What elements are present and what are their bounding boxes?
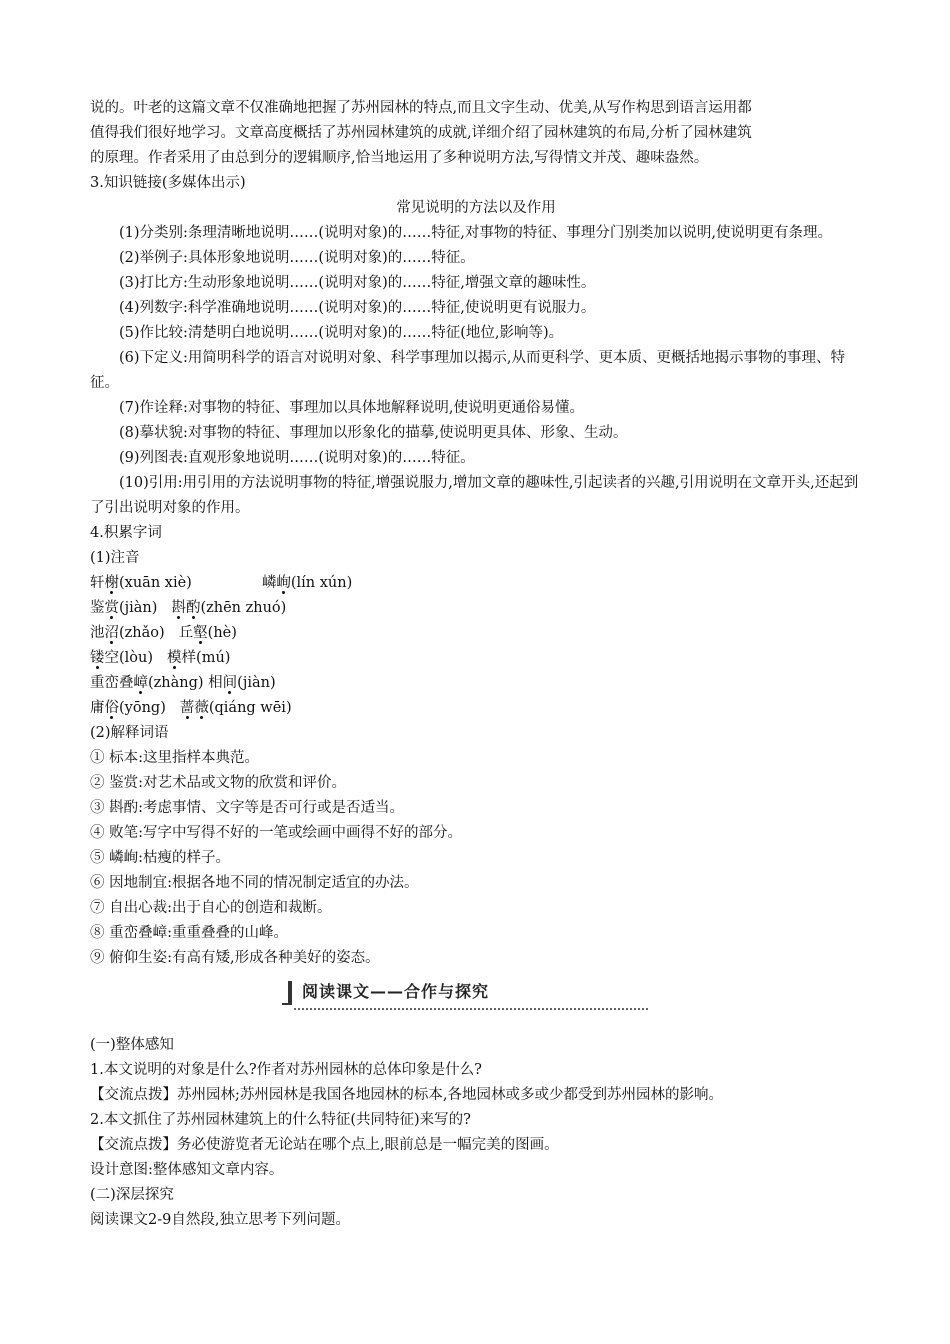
pinyin-row (90, 571, 862, 596)
meaning-item: ④ 败笔:写字中写得不好的一笔或绘画中画得不好的部分。 (90, 825, 462, 841)
pinyin-reading: (qiáng wēi) (208, 700, 292, 716)
question-line: 2.本文抓住了苏州园林建筑上的什么特征(共同特征)来写的? (90, 1112, 471, 1128)
dotted-char: 斟 (171, 600, 186, 616)
section-heading: 4.积累字词 (90, 525, 162, 541)
pinyin-entry (180, 696, 292, 721)
banner-dotted-rule (294, 1008, 648, 1010)
part-heading: (一)整体感知 (90, 1037, 174, 1053)
method-item: (10)引用:用引用的方法说明事物的特征,增强说服力,增加文章的趣味性,引起读者的兴趣,引用说明在文章开头,还起到了引出说明对象的作用。 (90, 475, 859, 516)
plain-char: 嶙 (261, 575, 277, 591)
design-intent-line: 设计意图:整体感知文章内容。 (90, 1162, 284, 1178)
method-item: (9)列图表:直观形象地说明……(说明对象)的……特征。 (119, 450, 475, 466)
pinyin-entry (171, 596, 286, 621)
dotted-char: 模 (167, 650, 182, 666)
plain-char: 丘 (178, 625, 194, 641)
dotted-char: 镂 (90, 650, 105, 666)
banner-title: 阅读课文——合作与探究 (302, 982, 490, 1001)
answer-line: 【交流点拨】苏州园林;苏州园林是我国各地园林的标本,各地园林或多或少都受到苏州园林的影响。 (90, 1087, 723, 1103)
intro-line: 的原理。作者采用了由总到分的逻辑顺序,恰当地运用了多种说明方法,写得情文并茂、趣味盎然。 (90, 150, 709, 166)
pinyin-entry (90, 596, 157, 621)
dotted-char: 壑 (193, 625, 208, 641)
subsection-heading: (1)注音 (90, 550, 140, 566)
pinyin-reading: (zhàng) (148, 675, 204, 691)
meaning-item: ⑧ 重峦叠嶂:重重叠叠的山峰。 (90, 925, 288, 941)
banner-tick (282, 1003, 288, 1005)
method-item: (7)作诠释:对事物的特征、事理加以具体地解释说明,使说明更通俗易懂。 (119, 400, 585, 416)
pinyin-reading: (hè) (207, 625, 237, 641)
plain-char: 相 (208, 675, 223, 691)
banner-bar (288, 981, 292, 1005)
meaning-item: ① 标本:这里指样本典范。 (90, 750, 259, 766)
method-item: (1)分类别:条理清晰地说明……(说明对象)的……特征,对事物的特征、事理分门别类加以说明,使说明更有条理。 (119, 225, 832, 241)
method-item: (2)举例子:具体形象地说明……(说明对象)的……特征。 (119, 250, 475, 266)
pinyin-entry (179, 621, 237, 646)
question-line: 1.本文说明的对象是什么?作者对苏州园林的总体印象是什么? (90, 1062, 482, 1078)
pinyin-row (90, 671, 862, 696)
method-item: (5)作比较:清楚明白地说明……(说明对象)的……特征(地位,影响等)。 (119, 325, 564, 341)
pinyin-row (90, 646, 862, 671)
dotted-char: 嶂 (133, 675, 148, 691)
pinyin-reading: (jiàn) (119, 600, 158, 616)
pinyin-entry (90, 671, 204, 696)
plain-char: 轩 (90, 575, 105, 591)
pinyin-entry (90, 696, 166, 721)
pinyin-reading: (xuān xiè) (119, 575, 192, 591)
dotted-char: 酌 (185, 600, 201, 616)
dotted-char: 间 (222, 675, 238, 691)
instruction-line: 阅读课文2-9自然段,独立思考下列问题。 (90, 1212, 350, 1228)
pinyin-entry (167, 646, 230, 671)
answer-line: 【交流点拨】务必使游览者无论站在哪个点上,眼前总是一幅完美的图画。 (90, 1137, 559, 1153)
part-heading: (二)深层探究 (90, 1187, 174, 1203)
pinyin-reading: (jiàn) (237, 675, 276, 691)
pinyin-reading: 空(lòu) (104, 650, 154, 666)
pinyin-entry (90, 621, 165, 646)
section-heading: 3.知识链接(多媒体出示) (90, 175, 246, 191)
meaning-item: ⑥ 因地制宜:根据各地不同的情况制定适宜的办法。 (90, 875, 419, 891)
pinyin-entry (262, 571, 352, 596)
document-page (90, 96, 862, 1233)
pinyin-row (90, 596, 862, 621)
dotted-char: 峋 (276, 575, 291, 591)
method-item: (8)摹状貌:对事物的特征、事理加以形象化的描摹,使说明更具体、形象、生动。 (119, 425, 628, 441)
dotted-char: 榭 (104, 575, 119, 591)
pinyin-row (90, 696, 862, 721)
plain-char: 鉴 (90, 600, 105, 616)
pinyin-reading: (yōng) (119, 700, 166, 716)
dotted-char: 俗 (104, 700, 119, 716)
plain-char: 庸 (90, 700, 105, 716)
method-item: (3)打比方:生动形象地说明……(说明对象)的……特征,增强文章的趣味性。 (119, 275, 596, 291)
meaning-item: ⑦ 自出心裁:出于自心的创造和裁断。 (90, 900, 332, 916)
meaning-item: ⑨ 俯仰生姿:有高有矮,形成各种美好的姿态。 (90, 950, 380, 966)
method-item: (6)下定义:用简明科学的语言对说明对象、科学事理加以揭示,从而更科学、更本质、更概括地揭示事物的事理、特征。 (90, 350, 846, 391)
pinyin-row (90, 621, 862, 646)
pinyin-entry (90, 646, 153, 671)
subsection-heading: (2)解释词语 (90, 725, 169, 741)
pinyin-entry (208, 671, 275, 696)
meaning-item: ③ 斟酌:考虑事情、文字等是否可行或是否适当。 (90, 800, 404, 816)
pinyin-reading: 样(mú) (181, 650, 231, 666)
plain-char: 池 (90, 625, 105, 641)
plain-char: 重峦叠 (90, 675, 134, 691)
dotted-char: 赏 (104, 600, 119, 616)
meaning-item: ⑤ 嶙峋:枯瘦的样子。 (90, 850, 230, 866)
dotted-char: 薇 (194, 700, 209, 716)
dotted-char: 蔷 (179, 700, 195, 716)
intro-line: 说的。叶老的这篇文章不仅准确地把握了苏州园林的特点,而且文字生动、优美,从写作构思到语言运用都 (90, 100, 752, 116)
pinyin-entry (90, 571, 192, 596)
pinyin-reading: (lín xún) (290, 575, 353, 591)
pinyin-reading: (zhǎo) (119, 625, 165, 641)
intro-line: 值得我们很好地学习。文章高度概括了苏州园林建筑的成就,详细介绍了园林建筑的布局,分析了园林建筑 (90, 125, 752, 141)
pinyin-reading: (zhēn zhuó) (200, 600, 287, 616)
table-title: 常见说明的方法以及作用 (396, 200, 556, 216)
method-item: (4)列数字:科学准确地说明……(说明对象)的……特征,使说明更有说服力。 (119, 300, 596, 316)
dotted-char: 沼 (104, 625, 119, 641)
meaning-item: ② 鉴赏:对艺术品或文物的欣赏和评价。 (90, 775, 346, 791)
section-banner (288, 977, 648, 1011)
